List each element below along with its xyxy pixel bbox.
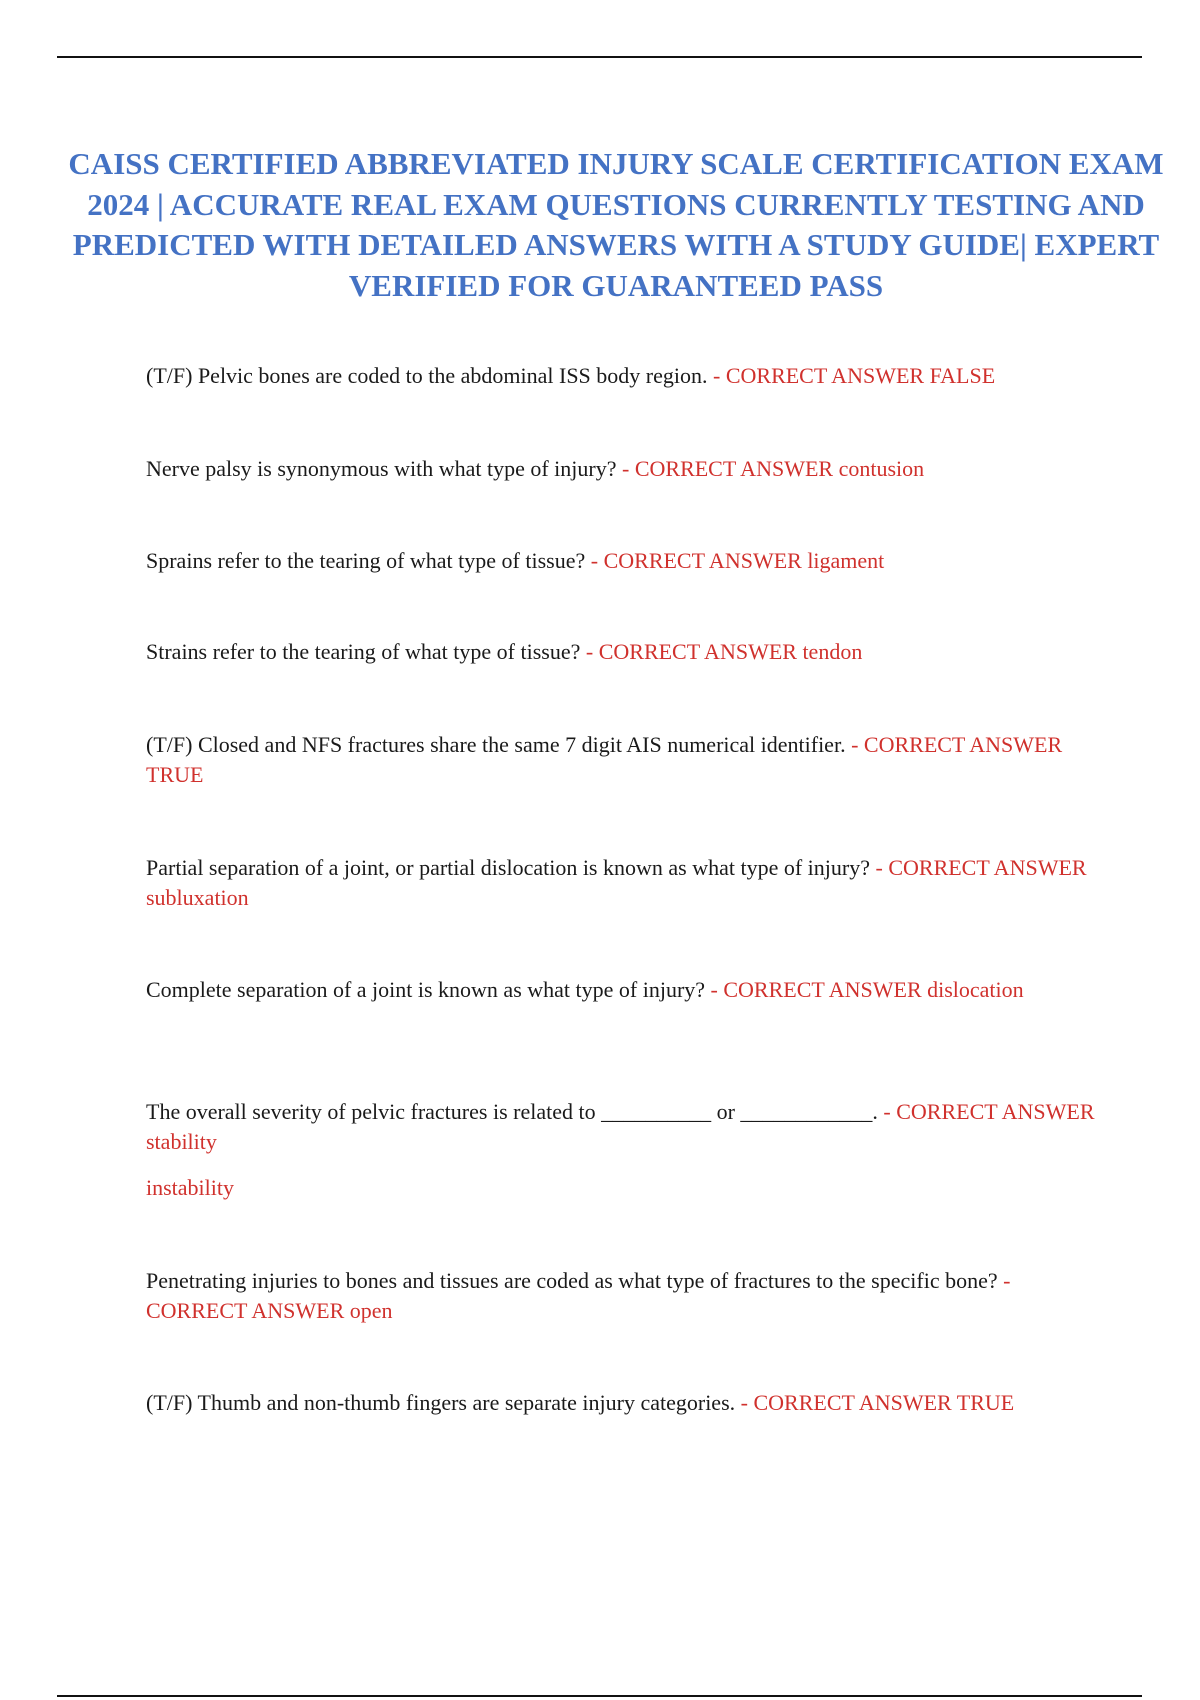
answer-text: CORRECT ANSWER FALSE xyxy=(725,363,996,388)
question-text: (T/F) Thumb and non-thumb fingers are separate injury categories. xyxy=(146,1390,736,1415)
answer-text: CORRECT ANSWER dislocation xyxy=(723,977,1024,1002)
answer-text: CORRECT ANSWER contusion xyxy=(634,456,925,481)
answer-text: CORRECT ANSWER TRUE xyxy=(753,1390,1015,1415)
answer-text: CORRECT ANSWER subluxation xyxy=(146,855,1087,910)
answer-separator: - xyxy=(735,1390,754,1415)
answer-text: CORRECT ANSWER stability xyxy=(146,1099,1095,1154)
footer-rule xyxy=(57,1695,1142,1697)
qa-item-4 xyxy=(146,637,1096,667)
answer-text: CORRECT ANSWER tendon xyxy=(598,639,863,664)
answer-separator: - xyxy=(845,732,864,757)
answer-separator: - xyxy=(707,363,726,388)
question-text: Penetrating injuries to bones and tissues are coded as what type of fractures to the specific bone? xyxy=(146,1268,998,1293)
answer-separator: - xyxy=(585,548,604,573)
answer-separator: - xyxy=(997,1268,1011,1293)
answer-separator: - xyxy=(580,639,599,664)
qa-item-8 xyxy=(146,1097,1096,1157)
document-title: CAISS CERTIFIED ABBREVIATED INJURY SCALE CERTIFICATION EXAM 2024 | ACCURATE REAL EXAM QUESTIONS CURRENTLY TESTING AND PREDICTED WITH DETAILED ANSWERS WITH A STUDY GUIDE| EXPERT VERIFIED FOR GUARANTEED PASS xyxy=(68,146,1164,303)
answer-separator: - xyxy=(877,1099,897,1124)
qa-item-3 xyxy=(146,546,1096,576)
qa-item-7 xyxy=(146,975,1096,1005)
qa-item-6 xyxy=(146,853,1096,913)
qa-item-2 xyxy=(146,454,1096,484)
answer-text: CORRECT ANSWER open xyxy=(146,1298,393,1323)
question-text: (T/F) Closed and NFS fractures share the same 7 digit AIS numerical identifier. xyxy=(146,732,846,757)
question-text: Sprains refer to the tearing of what type of tissue? xyxy=(146,548,586,573)
answer-separator: - xyxy=(616,456,635,481)
answer-separator: - xyxy=(870,855,889,880)
header-rule xyxy=(57,56,1142,58)
qa-item-1 xyxy=(146,361,1096,391)
question-text: (T/F) Pelvic bones are coded to the abdominal ISS body region. xyxy=(146,363,708,388)
answer-continuation: instability xyxy=(146,1175,234,1200)
answer-separator: - xyxy=(705,977,724,1002)
qa-item-9 xyxy=(146,1266,1096,1326)
question-text: The overall severity of pelvic fractures is related to __________ or ____________. xyxy=(146,1099,878,1124)
question-text: Partial separation of a joint, or partial dislocation is known as what type of injury? xyxy=(146,855,870,880)
question-text: Nerve palsy is synonymous with what type of injury? xyxy=(146,456,617,481)
question-text: Strains refer to the tearing of what type of tissue? xyxy=(146,639,581,664)
qa-item-5 xyxy=(146,730,1096,790)
answer-text: CORRECT ANSWER ligament xyxy=(603,548,885,573)
qa-item-10 xyxy=(146,1388,1096,1418)
answer-text: CORRECT ANSWER TRUE xyxy=(146,732,1063,787)
question-text: Complete separation of a joint is known as what type of injury? xyxy=(146,977,706,1002)
